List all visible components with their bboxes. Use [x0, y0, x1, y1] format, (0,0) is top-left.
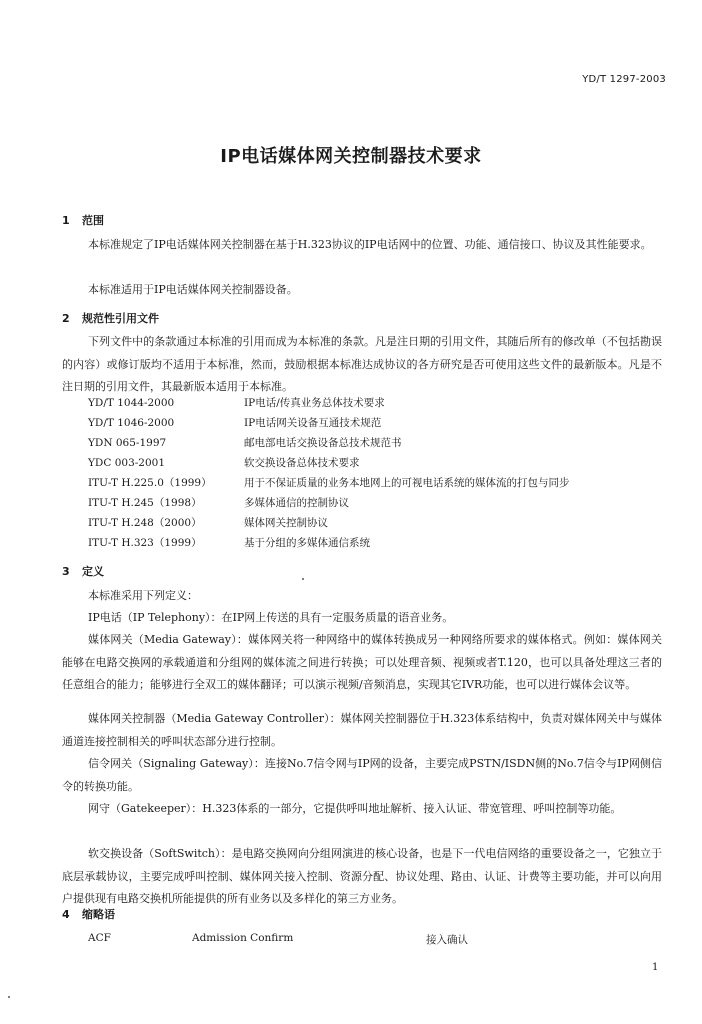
- reference-row: [88, 393, 385, 413]
- definition: 媒体网关（Media Gateway）：媒体网关将一种网络中的媒体转换成另一种网络所要求的媒体格式。例如：媒体网关能够在电路交换网的承载通道和分组网的媒体流之间进行转换；可以处理音频、视频或者T.120，也可以具备处理这三者的任意组合的能力；能够进行全双工的媒体翻译；可以演示视频/音频消息，实现其它IVR功能，也可以进行媒体会议等。: [62, 633, 662, 691]
- section-4-heading: [62, 906, 115, 922]
- section-number: 4: [62, 908, 70, 921]
- definition: IP电话（IP Telephony）：在IP网上传送的具有一定服务质量的语音业务。: [88, 611, 454, 624]
- reference-code: ITU-T H.323（1999）: [88, 537, 202, 549]
- section-3-heading: [62, 563, 104, 579]
- reference-code: ITU-T H.225.0（1999）: [88, 477, 212, 489]
- abbreviation-chinese: 接入确认: [426, 934, 468, 946]
- definition: 网守（Gatekeeper）：H.323体系的一部分，它提供呼叫地址解析、接入认证、带宽管理、呼叫控制等功能。: [88, 802, 622, 815]
- section-title: 范围: [82, 214, 104, 227]
- section-1-heading: [62, 212, 104, 228]
- section-title: 缩略语: [82, 908, 115, 921]
- section-2-heading: [62, 310, 159, 326]
- section-number: 2: [62, 312, 70, 325]
- definition: 信令网关（Signaling Gateway）：连接No.7信令网与IP网的设备，主要完成PSTN/ISDN侧的No.7信令与IP网侧信令的转换功能。: [62, 757, 662, 793]
- reference-title: 用于不保证质量的业务本地网上的可视电话系统的媒体流的打包与同步: [244, 477, 570, 489]
- scan-speck: [302, 578, 304, 580]
- definition: 软交换设备（SoftSwitch）：是电路交换网向分组网演进的核心设备，也是下一代电信网络的重要设备之一，它独立于底层承载协议，主要完成呼叫控制、媒体网关接入控制、资源分配、协议处理、路由、认证、计费等主要功能，并可以向用户提供现有电路交换机所能提供的所有业务以及多样化的第三方业务。: [62, 847, 662, 905]
- section-3-intro: 本标准采用下列定义：: [88, 589, 198, 602]
- reference-row: [88, 513, 328, 533]
- reference-row: [88, 533, 370, 553]
- reference-row: [88, 453, 360, 473]
- section-2-intro: 下列文件中的条款通过本标准的引用而成为本标准的条款。凡是注日期的引用文件，其随后所有的修改单（不包括勘误的内容）或修订版均不适用于本标准，然而，鼓励根据本标准达成协议的各方研究是否可使用这些文件的最新版本。凡是不注日期的引用文件，其最新版本适用于本标准。: [62, 335, 662, 393]
- reference-title: 邮电部电话交换设备总技术规范书: [244, 437, 402, 449]
- abbreviation: ACF: [88, 932, 111, 944]
- reference-code: YD/T 1044-2000: [88, 397, 175, 409]
- reference-code: ITU-T H.248（2000）: [88, 517, 202, 529]
- reference-title: IP电话/传真业务总体技术要求: [244, 397, 385, 409]
- reference-row: [88, 433, 402, 453]
- reference-title: 软交换设备总体技术要求: [244, 457, 360, 469]
- scan-speck: [8, 996, 10, 998]
- reference-code: YDN 065-1997: [88, 437, 167, 449]
- reference-title: 媒体网关控制协议: [244, 517, 328, 529]
- standard-code: YD/T 1297-2003: [582, 74, 666, 85]
- reference-title: 基于分组的多媒体通信系统: [244, 537, 370, 549]
- section-number: 1: [62, 214, 70, 227]
- reference-row: [88, 493, 349, 513]
- document-title: IP电话媒体网关控制器技术要求: [220, 146, 482, 167]
- section-title: 规范性引用文件: [82, 312, 159, 325]
- abbreviation-english: Admission Confirm: [192, 932, 294, 944]
- reference-title: IP电话网关设备互通技术规范: [244, 417, 382, 429]
- section-number: 3: [62, 565, 70, 578]
- reference-title: 多媒体通信的控制协议: [244, 497, 349, 509]
- page-number: 1: [652, 962, 659, 973]
- reference-row: [88, 413, 381, 433]
- reference-code: ITU-T H.245（1998）: [88, 497, 202, 509]
- section-title: 定义: [82, 565, 104, 578]
- definition: 媒体网关控制器（Media Gateway Controller）：媒体网关控制器位于H.323体系结构中，负责对媒体网关中与媒体通道连接控制相关的呼叫状态部分进行控制。: [62, 712, 662, 748]
- reference-code: YDC 003-2001: [88, 457, 166, 469]
- reference-code: YD/T 1046-2000: [88, 417, 175, 429]
- section-1-paragraph: 本标准规定了IP电话媒体网关控制器在基于H.323协议的IP电话网中的位置、功能、通信接口、协议及其性能要求。: [88, 238, 652, 251]
- reference-row: [88, 473, 570, 493]
- section-1-paragraph: 本标准适用于IP电话媒体网关控制器设备。: [88, 283, 298, 296]
